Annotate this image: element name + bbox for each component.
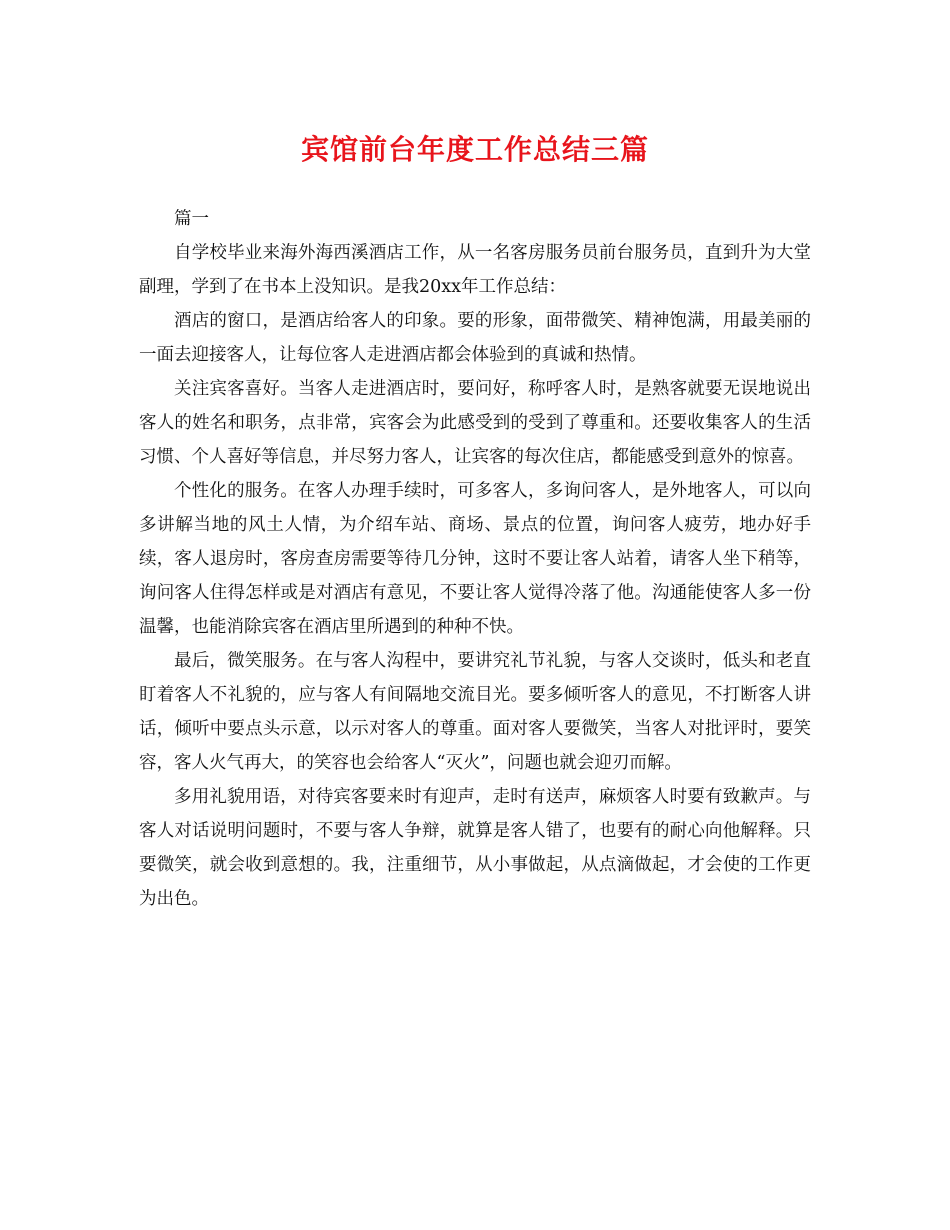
paragraph-3: 关注宾客喜好。当客人走进酒店时，要问好，称呼客人时，是熟客就要无误地说出客人的姓名和职务，点非常，宾客会为此感受到的受到了尊重和。还要收集客人的生活习惯、个人喜好等信息，并尽努力客人，让宾客的每次住店，都能感受到意外的惊喜。 <box>139 379 811 467</box>
document-body <box>139 200 811 916</box>
paragraph-5: 最后，微笑服务。在与客人沟程中，要讲究礼节礼貌，与客人交谈时，低头和老直盯着客人不礼貌的，应与客人有间隔地交流目光。要多倾听客人的意见，不打断客人讲话，倾听中要点头示意，以示对客人的尊重。面对客人要微笑，当客人对批评时，要笑容，客人火气再大，的笑容也会给客人“灭火”，问题也就会迎刃而解。 <box>139 651 811 773</box>
paragraph-2: 酒店的窗口，是酒店给客人的印象。要的形象，面带微笑、精神饱满，用最美丽的一面去迎接客人，让每位客人走进酒店都会体验到的真诚和热情。 <box>139 311 811 365</box>
paragraph-1: 自学校毕业来海外海西溪酒店工作，从一名客房服务员前台服务员，直到升为大堂副理，学到了在书本上没知识。是我20xx年工作总结： <box>139 243 811 297</box>
paragraph-6: 多用礼貌用语，对待宾客要来时有迎声，走时有送声，麻烦客人时要有致歉声。与客人对话说明问题时，不要与客人争辩，就算是客人错了，也要有的耐心向他解释。只要微笑，就会收到意想的。我，注重细节，从小事做起，从点滴做起，才会使的工作更为出色。 <box>139 787 811 909</box>
paragraph-4: 个性化的服务。在客人办理手续时，可多客人，多询问客人，是外地客人，可以向多讲解当地的风土人情，为介绍车站、商场、景点的位置，询问客人疲劳，地办好手续，客人退房时，客房查房需要等待几分钟，这时不要让客人站着，请客人坐下稍等，询问客人住得怎样或是对酒店有意见，不要让客人觉得冷落了他。沟通能使客人多一份温馨，也能消除宾客在酒店里所遇到的种种不快。 <box>139 481 811 637</box>
section-label: 篇一 <box>174 209 209 229</box>
document-title: 宾馆前台年度工作总结三篇 <box>300 133 649 166</box>
